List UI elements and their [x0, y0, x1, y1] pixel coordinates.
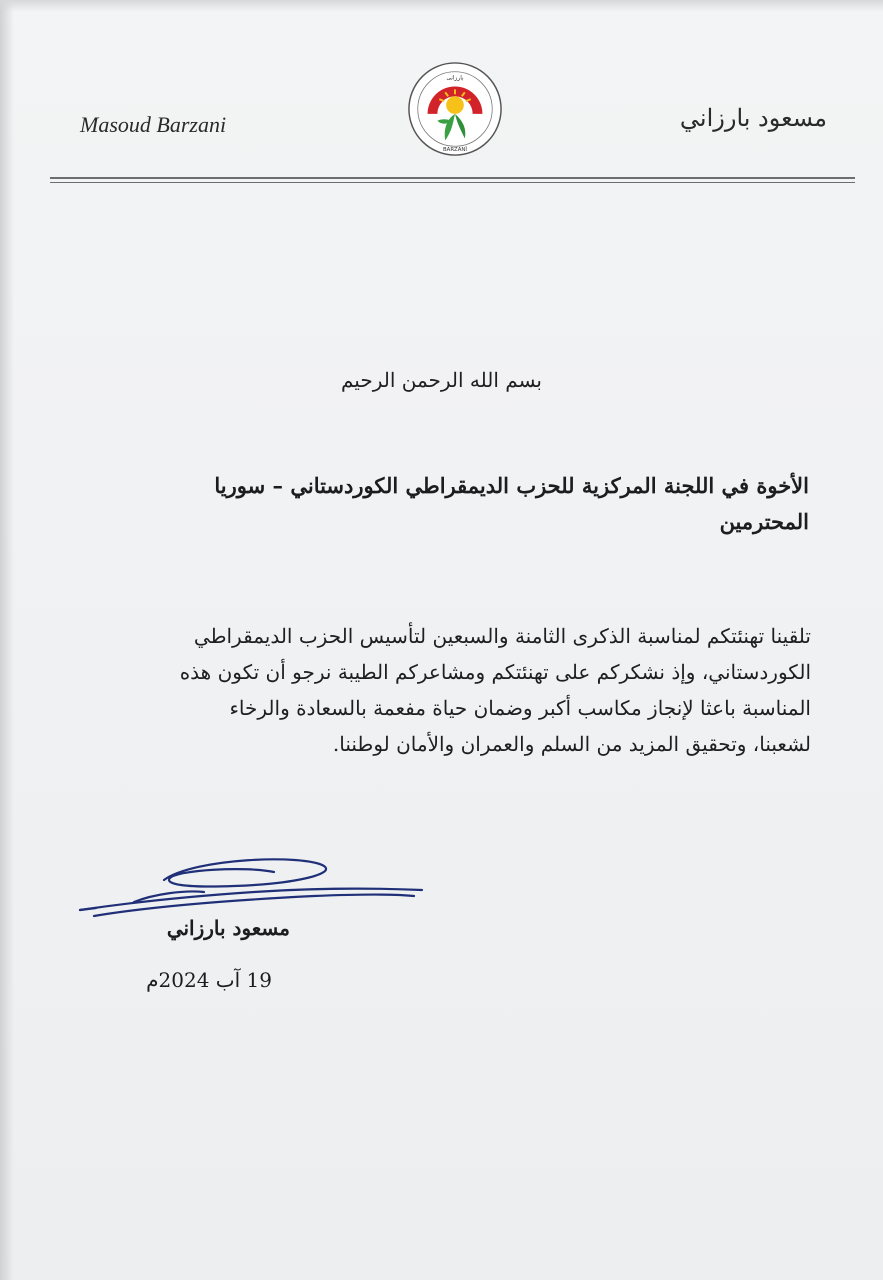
body-line: لشعبنا، وتحقيق المزيد من السلم والعمران والأمان لوطننا.: [332, 732, 811, 756]
party-logo-icon: [406, 60, 504, 158]
addressee-salutation: المحترمين: [719, 509, 809, 534]
letterhead-name-latin: Masoud Barzani: [80, 112, 227, 137]
body-line: الكوردستاني، وإذ نشكركم على تهنئتكم ومشاعركم الطيبة نرجو أن تكون هذه: [179, 660, 811, 684]
header-rule-thin: [50, 182, 855, 183]
letterhead-name-arabic: مسعود بارزاني: [679, 104, 827, 132]
addressee: [89, 468, 809, 540]
addressee-line: الأخوة في اللجنة المركزية للحزب الديمقراطي الكوردستاني – سوريا: [214, 473, 809, 498]
page-shadow-top: [0, 0, 883, 12]
logo-text-bottom: BARZANÎ: [442, 147, 468, 154]
body-line: تلقينا تهنئتكم لمناسبة الذكرى الثامنة والسبعين لتأسيس الحزب الديمقراطي: [193, 624, 811, 648]
basmala: بسم الله الرحمن الرحيم: [340, 368, 542, 392]
signer-name: مسعود بارزاني: [166, 916, 290, 940]
letter-body: [179, 618, 811, 762]
body-line: المناسبة باعثا لإنجاز مكاسب أكبر وضمان حياة مفعمة بالسعادة والرخاء: [229, 696, 811, 720]
letter-date: 19 آب 2024م: [146, 968, 272, 992]
header-rule-thick: [50, 177, 855, 179]
page-shadow-left: [0, 0, 14, 1280]
logo-text-top: بارزانی: [446, 75, 464, 82]
